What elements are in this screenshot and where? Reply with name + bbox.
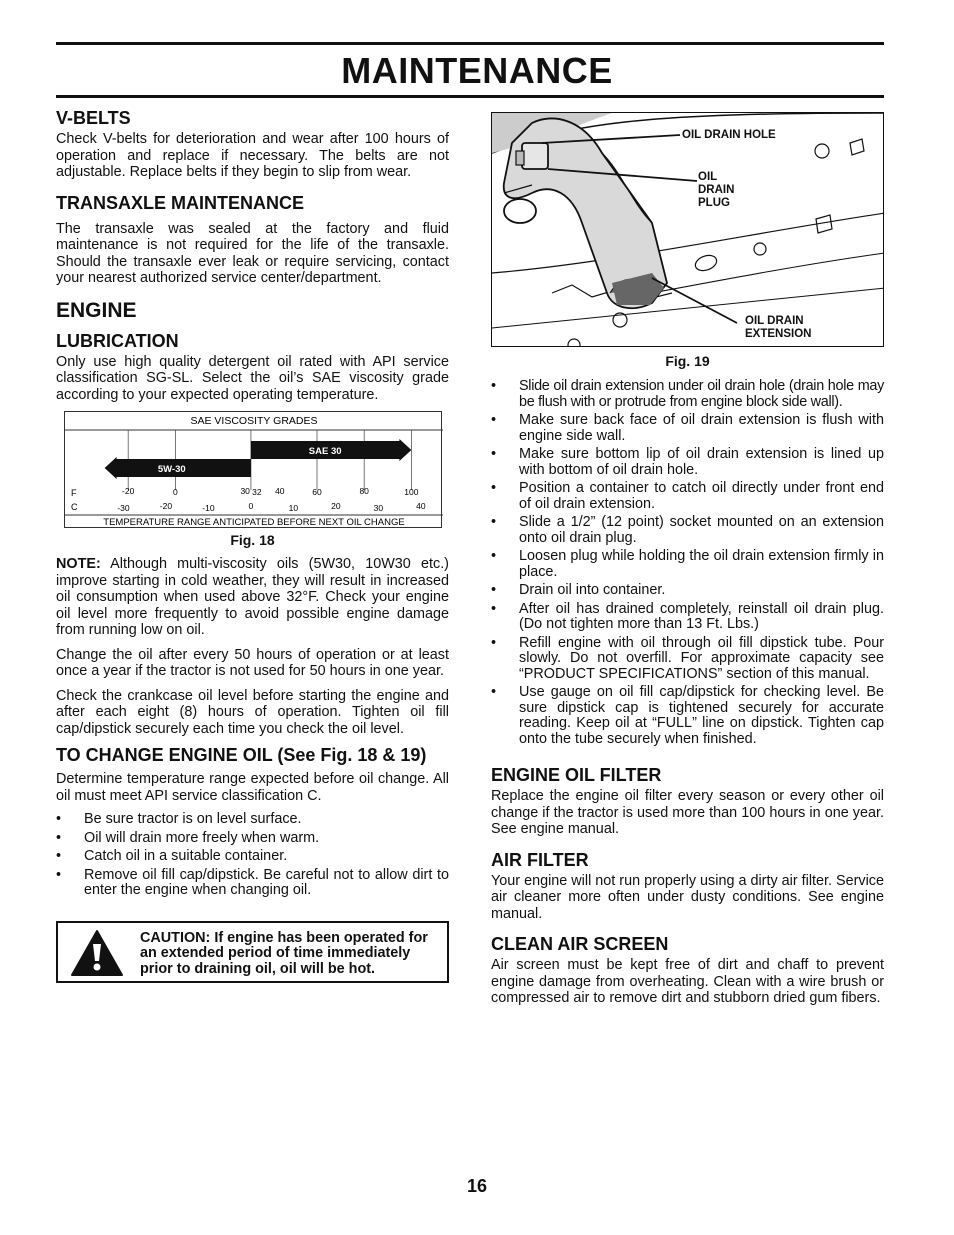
chart-c-label: C [71,502,78,512]
air-filter-heading: AIR FILTER [491,849,589,870]
list-item: • Slide oil drain extension under oil drain hole (drain hole may be flush with or protrude from engine block side wall). [491,379,884,410]
oil-filter-heading: ENGINE OIL FILTER [491,765,662,785]
air-filter-text: Your engine will not run properly using a dirty air filter. Service air cleaner more often under dusty conditions. See engine manual. [491,872,885,922]
warning-icon [70,929,124,977]
chart-c-tick: -10 [202,503,215,513]
fig19-caption: Fig. 19 [665,353,710,369]
oil-filter-text: Replace the engine oil filter every season or every other oil change if the tractor is used more than 100 hours in one year. See engine manual. [491,788,884,837]
list-item: • Slide a 1/2” (12 point) socket mounted on an extension onto oil drain plug. [491,515,884,546]
note-text: Although multi-viscosity oils (5W30, 10W30 etc.) improve starting in cold weather, they will result in increased oil consumption when used above 32°F. Check your engine oil level more frequently to avoid possible engine damage from running low on oil. [56,556,449,638]
note-label: NOTE: [56,556,101,572]
oil-drain-illustration [492,113,884,347]
chart-c-tick: 30 [373,503,384,513]
chart-f-tick: 32 [252,487,262,497]
oil-drain-extension-label: OIL DRAIN EXTENSION [745,315,812,340]
chart-bar-label: 5W-30 [157,464,186,475]
list-item: • Use gauge on oil fill cap/dipstick for checking level. Be sure dipstick cap is tightened securely for accurate reading. Keep oil at “FULL” line on dipstick. Tighten cap onto the tube securely when finished. [491,685,884,747]
check-oil-text: Check the crankcase oil level before starting the engine and after each eight (8) hours of operation. Tighten oil fill cap/dipstick securely each time you check the oil level. [56,687,449,737]
chart-x-axis-label: TEMPERATURE RANGE ANTICIPATED BEFORE NEXT OIL CHANGE [103,517,405,528]
chart-f-tick: 0 [173,487,178,497]
engine-heading: ENGINE [56,298,137,322]
vbelts-text: Check V-belts for deterioration and wear after 100 hours of operation and replace if necessary. The belts are not adjustable. Replace belts if they begin to slip from wear. [56,131,449,180]
list-item: • Position a container to catch oil directly under front end of oil drain extension. [491,481,884,512]
fig18-caption: Fig. 18 [230,532,275,548]
list-item: • Refill engine with oil through oil fill dipstick tube. Pour slowly. Do not overfill. For approximate capacity see “PRODUCT SPECIFICATIONS” section of this manual. [491,636,884,683]
list-item: • Remove oil fill cap/dipstick. Be careful not to allow dirt to enter the engine when changing oil. [56,868,449,899]
list-item: • Make sure bottom lip of oil drain extension is lined up with bottom of oil drain hole. [491,447,884,478]
viscosity-chart-svg [65,412,443,529]
transaxle-heading: TRANSAXLE MAINTENANCE [56,192,305,213]
change-oil-interval-text: Change the oil after every 50 hours of operation or at least once a year if the tractor is not used for 50 hours in one year. [56,646,449,679]
chart-bar-label: SAE 30 [308,446,342,457]
air-screen-heading: CLEAN AIR SCREEN [491,934,669,954]
chart-f-tick: 60 [312,487,322,497]
list-item: • Oil will drain more freely when warm. [56,831,449,847]
left-column [56,108,449,983]
change-oil-text: Determine temperature range expected before oil change. All oil must meet API service classification C. [56,771,449,804]
transaxle-text: The transaxle was sealed at the factory and fluid maintenance is not required for the life of the transaxle. Should the transaxle ever leak or require servicing, contact your nearest authorized service center/department. [56,220,449,286]
drain-steps-list [491,379,884,747]
chart-c-tick: 40 [416,501,426,511]
lubrication-heading: LUBRICATION [56,330,179,351]
list-item: • After oil has drained completely, reinstall oil drain plug. (Do not tighten more than 13 Ft. Lbs.) [491,602,884,633]
list-item: • Drain oil into container. [491,583,884,599]
change-oil-list [56,812,449,899]
air-screen-text: Air screen must be kept free of dirt and chaff to prevent engine damage from overheating. Clean with a wire brush or compressed air to remove dirt and stubborn dried gum fibers. [491,957,884,1006]
chart-f-label: F [71,488,77,498]
top-rule [56,42,884,45]
page-title: MAINTENANCE [341,50,613,91]
chart-title: SAE VISCOSITY GRADES [190,415,318,427]
caution-text: CAUTION: If engine has been operated for an extended period of time immediately prior to draining oil, oil will be hot. [140,929,428,977]
chart-c-tick: 0 [248,501,254,511]
oil-drain-plug-label: OIL DRAIN PLUG [698,171,735,209]
list-item: • Loosen plug while holding the oil drain extension firmly in place. [491,549,884,580]
chart-f-tick: 30 [240,486,250,496]
note-paragraph [56,556,449,639]
chart-c-tick: 10 [288,503,299,513]
chart-c-tick: 20 [331,501,341,511]
change-oil-heading: TO CHANGE ENGINE OIL (See Fig. 18 & 19) [56,745,427,765]
right-column [491,112,884,1015]
title-rule [56,95,884,98]
page-number: 16 [466,1176,488,1196]
chart-f-tick: -20 [122,486,135,496]
chart-c-tick: -30 [117,503,130,513]
vbelts-heading: V-BELTS [56,108,131,128]
list-item: • Be sure tractor is on level surface. [56,812,449,828]
chart-c-tick: -20 [159,501,173,511]
lubrication-text: Only use high quality detergent oil rated with API service classification SG-SL. Select the oil’s SAE viscosity grade according to your expected operating temperature. [56,353,449,403]
list-item: • Catch oil in a suitable container. [56,849,449,865]
oil-drain-figure [491,112,884,347]
chart-f-tick: 100 [404,487,419,497]
viscosity-chart [64,411,442,528]
caution-box [56,921,449,983]
chart-f-tick: 80 [359,486,369,496]
list-item: • Make sure back face of oil drain extension is flush with engine side wall. [491,413,884,444]
oil-drain-hole-label: OIL DRAIN HOLE [682,129,776,141]
chart-f-tick: 40 [275,486,285,496]
